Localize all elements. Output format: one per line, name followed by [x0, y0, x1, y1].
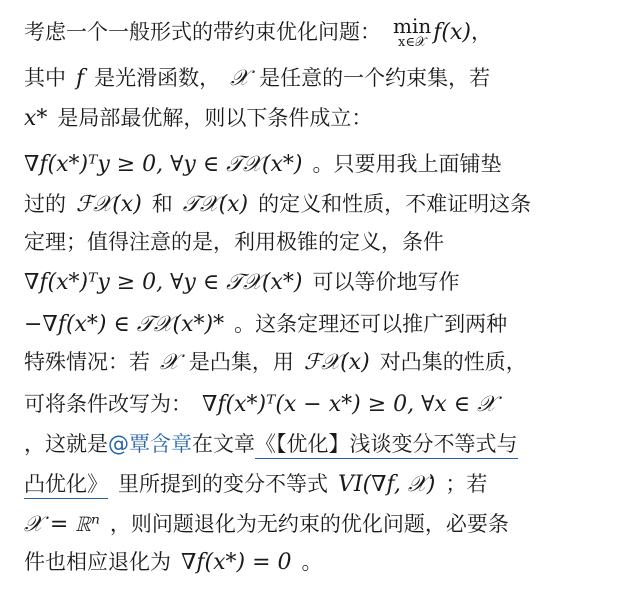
math-objective: f(x) — [433, 20, 471, 45]
math-x-set: 𝒳 — [160, 350, 179, 375]
math-rn: 𝒳 = ℝⁿ — [24, 512, 100, 537]
text: ， — [470, 20, 492, 44]
text-line-1 — [24, 16, 492, 50]
text-line-12: 凸优化》 里所提到的变分不等式 VI(∇f, 𝒳) ；若 — [24, 472, 488, 497]
math-constraint-set: 𝒳 — [230, 66, 250, 91]
text-line-13: 𝒳 = ℝⁿ ，则问题退化为无约束的优化问题，必要条 — [24, 512, 509, 537]
text-line-10: 可将条件改写为： ∇f(x*)ᵀ(x − x*) ≥ 0, ∀x ∈ 𝒳 — [24, 392, 496, 417]
math-gradient-zero: ∇f(x*) = 0 — [181, 550, 292, 575]
author-mention-link[interactable]: @覃含章 — [108, 432, 192, 456]
math-polar-cone: −∇f(x*) ∈ 𝒯𝒳(x*)* — [24, 312, 225, 337]
math-x-star: x* — [24, 106, 48, 131]
text-line-4: ∇f(x*)ᵀy ≥ 0, ∀y ∈ 𝒯𝒳(x*) 。只要用我上面铺垫 — [24, 152, 502, 177]
text-line-5: 过的 ℱ𝒳(x) 和 𝒯𝒳(x) 的定义和性质，不难证明这条 — [24, 192, 532, 217]
math-kkt-condition-2: ∇f(x*)ᵀy ≥ 0, ∀y ∈ 𝒯𝒳(x*) — [24, 270, 303, 295]
math-tangent-cone: 𝒯𝒳(x) — [182, 192, 249, 217]
text-line-6: 定理；值得注意的是，利用极锥的定义，条件 — [24, 230, 444, 254]
text-line-3: x* 是局部最优解，则以下条件成立： — [24, 106, 373, 131]
math-f: f — [76, 66, 85, 91]
text-line-9: 特殊情况：若 𝒳 是凸集，用 ℱ𝒳(x) 对凸集的性质， — [24, 350, 527, 375]
text-line-7: ∇f(x*)ᵀy ≥ 0, ∀y ∈ 𝒯𝒳(x*) 可以等价地写作 — [24, 270, 460, 295]
math-feasible-directions-2: ℱ𝒳(x) — [303, 350, 370, 375]
article-title-link-cont[interactable]: 凸优化》 — [24, 472, 108, 499]
text-line-11: ，这就是@覃含章在文章《【优化】浅谈变分不等式与 — [24, 430, 518, 458]
math-variational-condition: ∇f(x*)ᵀ(x − x*) ≥ 0, ∀x ∈ 𝒳 — [202, 392, 496, 417]
math-kkt-condition: ∇f(x*)ᵀy ≥ 0, ∀y ∈ 𝒯𝒳(x*) — [24, 152, 303, 177]
text: 考虑一个一般形式的带约束优化问题： — [24, 20, 381, 44]
math-feasible-directions: ℱ𝒳(x) — [76, 192, 142, 217]
min-operator: min x∈𝒳 — [393, 14, 432, 50]
text-line-8: −∇f(x*) ∈ 𝒯𝒳(x*)* 。这条定理还可以推广到两种 — [24, 312, 508, 337]
math-vi: VI(∇f, 𝒳) — [338, 472, 436, 497]
text-line-2: 其中 f 是光滑函数， 𝒳 是任意的一个约束集，若 — [24, 66, 491, 91]
text-line-14: 件也相应退化为 ∇f(x*) = 0 。 — [24, 550, 323, 575]
article-title-link[interactable]: 《【优化】浅谈变分不等式与 — [255, 432, 518, 459]
